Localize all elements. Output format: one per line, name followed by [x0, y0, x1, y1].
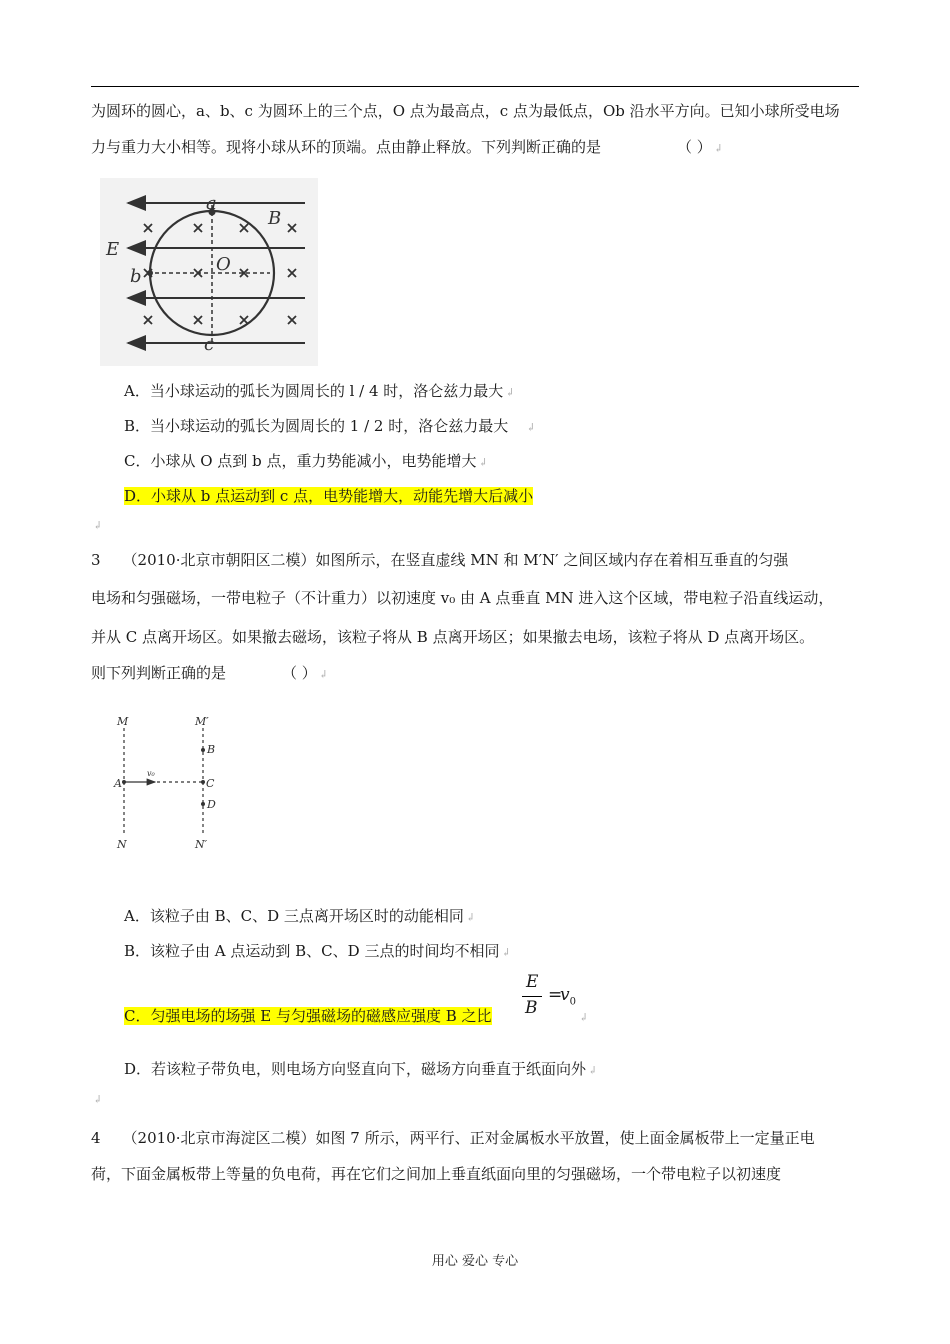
q3-source: （2010·北京市朝阳区二模）	[122, 551, 316, 569]
label-N-prime: N′	[195, 838, 208, 851]
page-footer: 用心 爱心 专心	[431, 1254, 519, 1269]
label-B: B	[268, 208, 282, 229]
q3-line1: 3 （2010·北京市朝阳区二模）如图所示，在竖直虚线 MN 和 M′N′ 之间区域内存在着相互垂直的匀强	[91, 551, 789, 569]
option-a: A．当小球运动的弧长为圆周长的 l / 4 时，洛仑兹力最大 ↲	[124, 382, 515, 400]
option-d-answer: D．小球从 b 点运动到 c 点，电势能增大，动能先增大后减小	[124, 487, 534, 505]
label-A: A	[114, 777, 122, 790]
label-M-prime: M′	[195, 715, 209, 728]
mn-region-diagram	[103, 710, 231, 876]
label-c: c	[204, 334, 215, 355]
label-a: a	[206, 193, 217, 214]
header-rule	[91, 86, 859, 87]
label-B-point: B	[207, 743, 216, 756]
circle-field-figure	[100, 178, 318, 366]
label-M: M	[117, 715, 129, 728]
q4-line2: 荷，下面金属板带上等量的负电荷，再在它们之间加上垂直纸面向里的匀强磁场，一个带电粒子以初速度	[91, 1165, 782, 1183]
formula-mark: ↲	[579, 1011, 589, 1024]
label-C: C	[206, 777, 215, 790]
mn-region-figure	[103, 710, 231, 876]
prev-question-line1: 为圆环的圆心，a、b、c 为圆环上的三个点，O 点为最高点，c 点为最低点，Ob 沿水平方向。已知小球所受电场	[91, 102, 840, 120]
label-E: E	[106, 239, 120, 260]
option-b: B．当小球运动的弧长为圆周长的 1 / 2 时，洛仑兹力最大 ↲	[124, 417, 536, 435]
option-c: C．小球从 O 点到 b 点，重力势能减小，电势能增大 ↲	[124, 452, 488, 470]
q4-number: 4	[91, 1129, 101, 1147]
label-N: N	[117, 838, 127, 851]
empty-paragraph: ↲	[93, 519, 103, 532]
label-b: b	[130, 266, 142, 287]
q3-option-a: A．该粒子由 B、C、D 三点离开场区时的动能相同 ↲	[124, 907, 476, 925]
label-D: D	[207, 798, 216, 811]
circle-field-diagram	[100, 178, 318, 366]
q4-line1: 4 （2010·北京市海淀区二模）如图 7 所示，两平行、正对金属板水平放置，使上面金属板带上一定量正电	[91, 1129, 815, 1147]
q3-answer-paren: （ ）	[282, 664, 317, 682]
label-O: O	[216, 254, 231, 275]
label-v0: v₀	[147, 769, 155, 778]
q3-option-d: D．若该粒子带负电，则电场方向竖直向下，磁场方向垂直于纸面向外 ↲	[124, 1060, 598, 1078]
empty-paragraph-2: ↲	[93, 1093, 103, 1106]
q4-source: （2010·北京市海淀区二模）	[122, 1129, 316, 1147]
prev-question-line2: 力与重力大小相等。现将小球从环的顶端。点由静止释放。下列判断正确的是 （ ） ↲	[91, 138, 724, 156]
q3-line3: 并从 C 点离开场区。如果撤去磁场，该粒子将从 B 点离开场区；如果撤去电场，该粒子将从 D 点离开场区。	[91, 628, 815, 646]
answer-paren: （ ）	[677, 138, 712, 156]
q3-option-c-answer: C．匀强电场的场强 E 与匀强磁场的磁感应强度 B 之比	[124, 1007, 492, 1025]
q3-line2: 电场和匀强磁场，一带电粒子（不计重力）以初速度 v₀ 由 A 点垂直 MN 进入这个区域，带电粒子沿直线运动，	[91, 589, 834, 607]
q3-number: 3	[91, 551, 101, 569]
q3-line4: 则下列判断正确的是 （ ） ↲	[91, 664, 329, 682]
q3-option-b: B．该粒子由 A 点运动到 B、C、D 三点的时间均不相同 ↲	[124, 942, 511, 960]
